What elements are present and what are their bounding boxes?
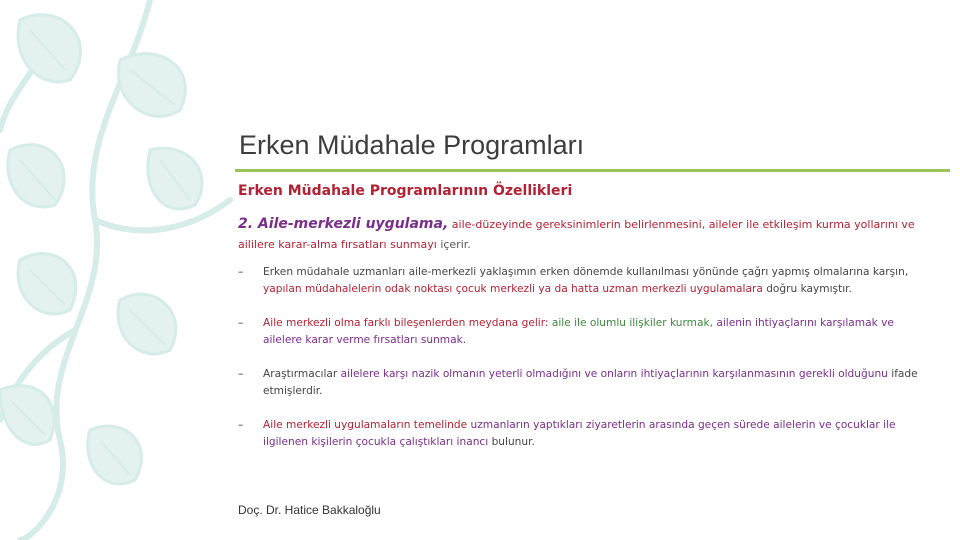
bullet-dash: – — [238, 419, 244, 431]
bullet-list — [238, 264, 918, 468]
bullet-text: Erken müdahale uzmanları aile-merkezli yaklaşımın erken dönemde kullanılması yönünde çağrı yapmış olmalarına karşın, — [263, 266, 909, 278]
intro-text-highlight: aile-düzeyinde gereksinimlerin belirlenmesini, aileler ile etkileşim kurma yollarını ve aililere karar-alma fırsatları sunmayı — [238, 218, 915, 251]
bullet-text: Aile merkezli uygulamaların temelinde — [263, 419, 468, 431]
bullet-text-end: doğru kaymıştır. — [766, 283, 852, 295]
author-footer: Doç. Dr. Hatice Bakkaloğlu — [238, 503, 381, 517]
bullet-dash: – — [238, 266, 244, 278]
bullet-dash: – — [238, 368, 244, 380]
bullet-text-end: ifade etmişlerdir. — [263, 368, 918, 397]
intro-lead: 2. Aile-merkezli uygulama, — [238, 216, 449, 232]
bullet-text: Aile merkezli olma farklı bileşenlerden meydana gelir: — [263, 317, 549, 329]
list-item — [238, 366, 918, 400]
bullet-text-highlight: yapılan müdahalelerin odak noktası çocuk merkezli ya da hatta uzman merkezli uygulamalara — [263, 283, 763, 295]
intro-paragraph — [238, 214, 938, 255]
bullet-text-highlight: aile ile olumlu ilişkiler kurmak, — [551, 317, 713, 329]
section-subtitle: Erken Müdahale Programlarının Özellikleri — [238, 183, 573, 199]
bullet-text-highlight: uzmanların yaptıkları ziyaretlerin arasında geçen sürede ailelerin ve çocuklar ile ilgilenen kişilerin çocukla çalıştıkları inancı — [263, 419, 896, 448]
bullet-text-highlight: ailelere karşı nazik olmanın yeterli olmadığını ve onların ihtiyaçlarının karşılanmasının gerekli olduğunu — [340, 368, 888, 380]
list-item — [238, 315, 918, 349]
title-divider — [235, 169, 950, 172]
bullet-text: Araştırmacılar — [263, 368, 338, 380]
bullet-text-end: ailenin ihtiyaçlarını karşılamak ve ailelere karar verme fırsatları sunmak. — [263, 317, 894, 346]
leaf-vine-decoration-icon — [0, 0, 240, 540]
list-item — [238, 417, 918, 451]
bullet-text-end: bulunur. — [491, 436, 535, 448]
list-item — [238, 264, 918, 298]
bullet-dash: – — [238, 317, 244, 329]
page-title: Erken Müdahale Programları — [239, 130, 585, 160]
intro-text-end: içerir. — [440, 238, 471, 251]
